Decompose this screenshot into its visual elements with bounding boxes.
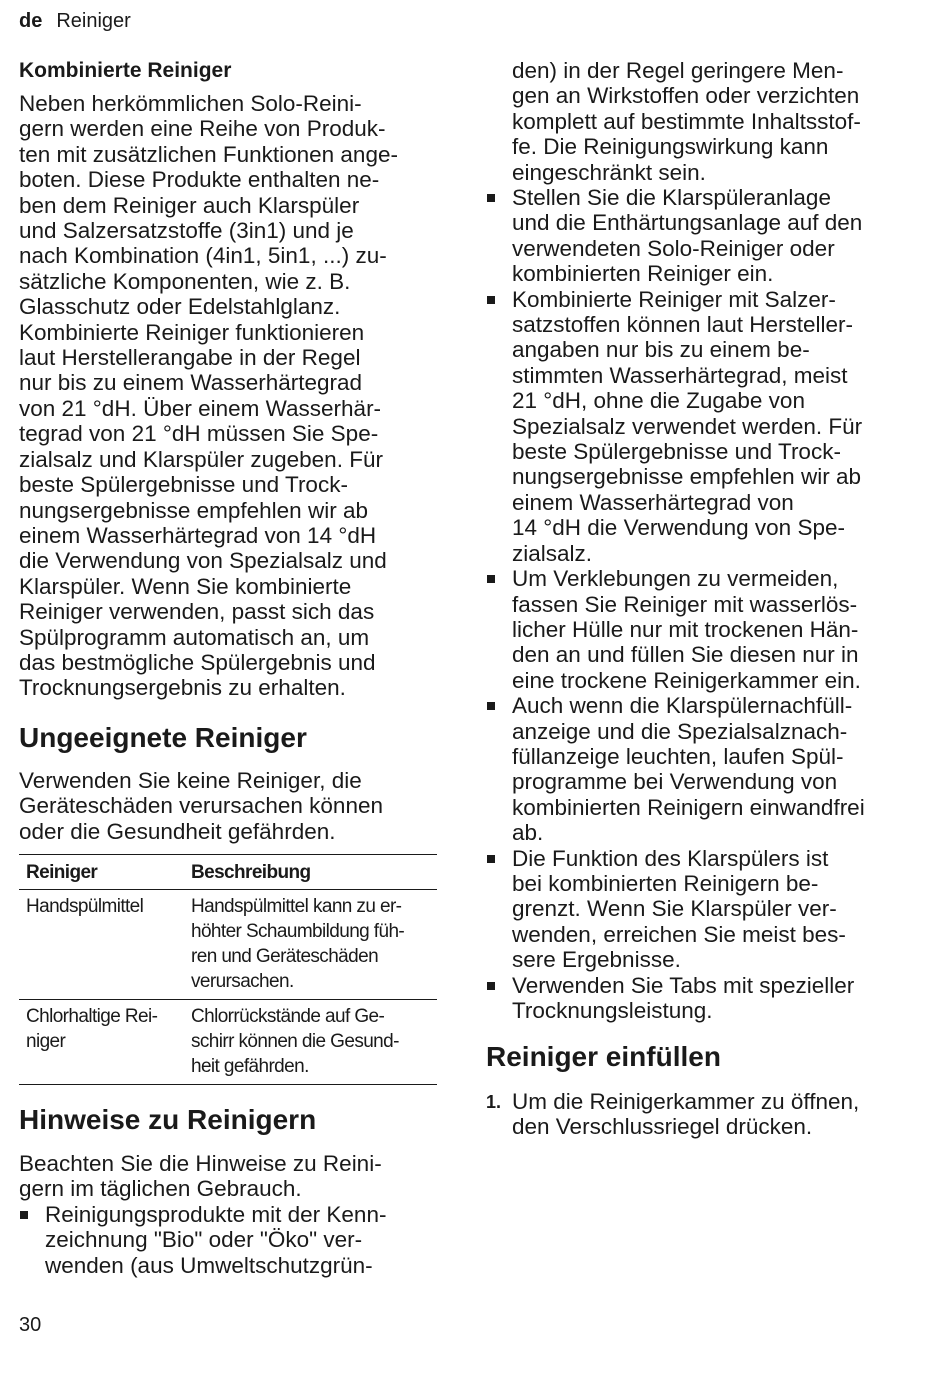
cleaner-cell: Chlorhaltige Rei- niger: [19, 1000, 184, 1085]
page-header: [19, 9, 131, 33]
list-item: [486, 973, 926, 1024]
step-text: Um die Reinigerkammer zu öffnen, den Verschlussriegel drücken.: [512, 1089, 860, 1140]
cleaner-notes-list: [19, 1202, 459, 1278]
list-item-text: Kombinierte Reiniger mit Salzer- satzstoffen können laut Hersteller- angaben nur bis zu einem be- stimmten Wasserhärtegrad, meist 21 °dH, ohne die Zugabe von Spezialsalz verwendet werden. Für beste Spülergebnisse und Trock- nungsergebnisse empfehlen wir ab einem Wasserhärtegrad von 14 °dH die Verwendung von Spe- zialsalz.: [512, 286, 863, 566]
list-item-text: Reinigungsprodukte mit der Kenn- zeichnung "Bio" oder "Öko" ver- wenden (aus Umweltschutzgrün-: [45, 1202, 387, 1278]
bullet-icon: [20, 1211, 28, 1219]
list-item-text: Um Verklebungen zu vermeiden, fassen Sie Reiniger mit wasserlös- licher Hülle nur mit trockenen Hän- den an und füllen Sie diesen nur in eine trockene Reinigerkammer ein.: [512, 566, 861, 693]
unsuitable-cleaners-heading: Ungeeignete Reiniger: [19, 722, 307, 753]
section-title: Reiniger: [56, 10, 131, 32]
list-item-text: Die Funktion des Klarspülers ist bei kombinierten Reinigern be- grenzt. Wenn Sie Klarspüler ver- wenden, erreichen Sie meist bes- sere Ergebnisse.: [512, 845, 846, 973]
bullet-icon: [487, 855, 495, 863]
step-item: [486, 1089, 926, 1140]
combined-cleaners-heading: Kombinierte Reiniger: [19, 59, 232, 82]
bullet-icon: [487, 575, 495, 583]
table-header-row: [19, 855, 437, 890]
list-item: [486, 693, 926, 845]
cleaner-cell: Handspülmittel: [19, 890, 184, 1000]
continued-list-text: den) in der Regel geringere Men- gen an Wirkstoffen oder verzichten komplett auf bestimmte Inhaltsstof- fe. Die Reinigungswirkung kann eingeschränkt sein.: [512, 58, 861, 185]
list-item: [19, 1202, 459, 1278]
description-cell: Chlorrückstände auf Ge- schirr können die Gesund- heit gefährden.: [184, 1000, 437, 1085]
cleaner-notes-text: Beachten Sie die Hinweise zu Reini- gern im täglichen Gebrauch.: [19, 1151, 382, 1202]
bullet-icon: [487, 702, 495, 710]
list-item: [486, 846, 926, 973]
fill-steps-list: [486, 1089, 926, 1140]
list-item-text: Verwenden Sie Tabs mit spezieller Trocknungsleistung.: [512, 972, 855, 1023]
bullet-icon: [487, 982, 495, 990]
combined-cleaners-text: Neben herkömmlichen Solo-Reini- gern werden eine Reihe von Produk- ten mit zusätzlichen Funktionen ange- boten. Diese Produkte enthalten ne- ben dem Reiniger auch Klarspüler und Salzersatzstoffe (3in1) und je nach Kombination (4in1, 5in1, ...) zu- sätzliche Komponenten, wie z. B. Glasschutz oder Edelstahlglanz. Kombinierte Reiniger funktionieren laut Herstellerangabe in der Regel nur bis zu einem Wasserhärtegrad von 21 °dH. Über einem Wasserhär- tegrad von 21 °dH müssen Sie Spe- zialsalz und Klarspüler zugeben. Für beste Spülergebnisse und Trock- nungsergebnisse empfehlen wir ab einem Wasserhärtegrad von 14 °dH die Verwendung von Spezialsalz und Klarspüler. Wenn Sie kombinierte Reiniger verwenden, passt sich das Spülprogramm automatisch an, um das bestmögliche Spülergebnis und Trocknungsergebnis zu erhalten.: [19, 91, 398, 701]
list-item: [486, 185, 926, 287]
table-row: [19, 890, 437, 1000]
cleaner-notes-heading: Hinweise zu Reinigern: [19, 1104, 317, 1135]
bullet-icon: [487, 194, 495, 202]
language-code: de: [19, 10, 43, 32]
column-header-cleaner: Reiniger: [19, 855, 184, 890]
cleaner-notes-list-continued: [486, 185, 926, 1023]
table-row: [19, 1000, 437, 1085]
step-number: 1.: [486, 1092, 502, 1112]
list-item: [486, 287, 926, 566]
unsuitable-cleaners-text: Verwenden Sie keine Reiniger, die Geräteschäden verursachen können oder die Gesundheit gefährden.: [19, 768, 383, 844]
fill-cleaner-heading: Reiniger einfüllen: [486, 1041, 721, 1072]
list-item-text: Auch wenn die Klarspülernachfüll- anzeige und die Spezialsalznach- füllanzeige leuchten, laufen Spül- programme bei Verwendung von kombinierten Reinigern einwandfrei ab.: [512, 693, 865, 846]
list-item: [486, 566, 926, 693]
list-item-text: Stellen Sie die Klarspüleranlage und die Enthärtungsanlage auf den verwendeten Solo-Reiniger oder kombinierten Reiniger ein.: [512, 185, 863, 287]
column-header-description: Beschreibung: [184, 855, 437, 890]
description-cell: Handspülmittel kann zu er- höhter Schaumbildung füh- ren und Geräteschäden verursachen.: [184, 890, 437, 1000]
page-number: 30: [19, 1314, 42, 1336]
unsuitable-cleaners-table: [19, 854, 437, 1085]
bullet-icon: [487, 296, 495, 304]
